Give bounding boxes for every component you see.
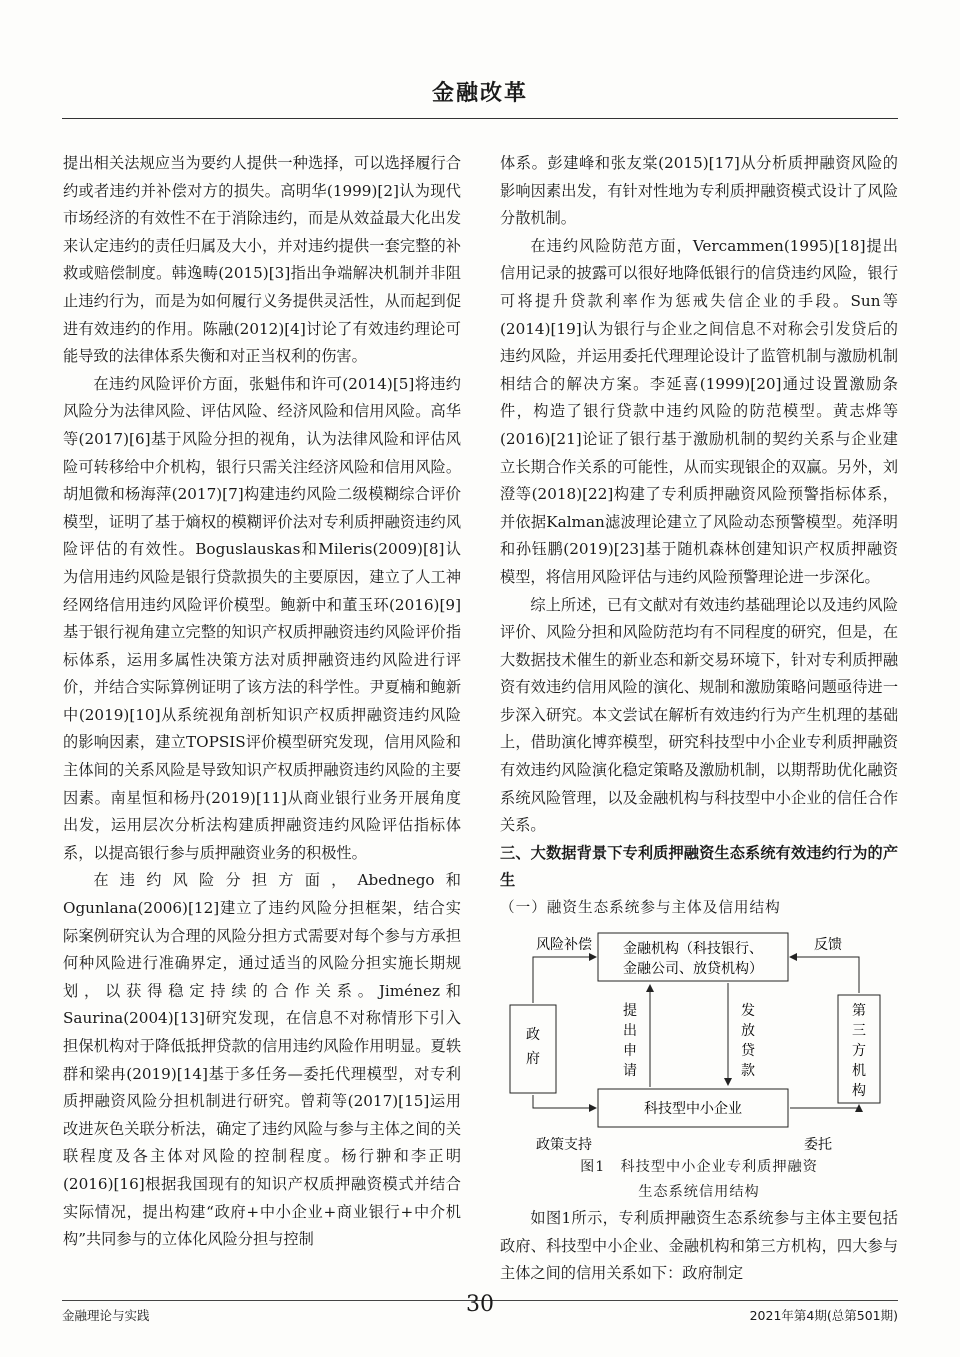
credit-structure-figure <box>500 927 898 1155</box>
sme-label: 科技型中小企业 <box>644 1101 742 1118</box>
third-party-char-3: 方 <box>852 1043 866 1060</box>
subsection-heading: （一）融资生态系统参与主体及信用结构 <box>500 899 781 917</box>
left-column-paragraph: 在违约风险评价方面，张魁伟和许可(2014)[5]将违约风险分为法律风险、评估风险、经济风险和信用风险。高华等(2017)[6]基于风险分担的视角，认为法律风险和评估风险可转移给中介机构，银行只需关注经济风险和信用风险。胡旭微和杨海萍(2017)[7]构建违约风险二级模糊综合评价模型，证明了基于熵权的模糊评价法对专利质押融资违约风险评估的有效性。Boguslauskas和Mileris(2009)[8]认为信用违约风险是银行贷款损失的主要原因，建立了人工神经网络信用违约风险评价模型。鲍新中和董玉环(2016)[9]基于银行视角建立完整的知识产权质押融资违约风险评价指标体系，运用多属性决策方法对质押融资违约风险进行评价，并结合实际算例证明了该方法的科学性。尹夏楠和鲍新中(2019)[10]从系统视角剖析知识产权质押融资违约风险的影响因素，建立TOPSIS评价模型研究发现，信用风险和主体间的关系风险是导致知识产权质押融资违约风险的主要因素。南星恒和杨丹(2019)[11]从商业银行业务开展角度出发，运用层次分析法构建质押融资违约风险评估指标体系，以提高银行参与质押融资业务的积极性。 <box>63 374 461 862</box>
policy-support-label: 政策支持 <box>536 1137 592 1154</box>
apply-char-3: 申 <box>623 1043 637 1060</box>
loan-char-1: 发 <box>741 1003 755 1020</box>
policy-support-arrow <box>533 1095 596 1108</box>
right-column-paragraph: 体系。彭建峰和张友棠(2015)[17]从分析质押融资风险的影响因素出发，有针对性地为专利质押融资模式设计了风险分散机制。 <box>500 154 898 228</box>
loan-char-4: 款 <box>741 1063 755 1080</box>
government-char-2: 府 <box>526 1051 540 1068</box>
feedback-label: 反馈 <box>814 937 842 954</box>
left-column-paragraph: 提出相关法规应当为要约人提供一种选择，可以选择履行合约或者违约并补偿对方的损失。高明华(1999)[2]认为现代市场经济的有效性不在于消除违约，而是从效益最大化出发来认定违约的责任归属及大小，并对违约提供一套完整的补救或赔偿制度。韩逸畴(2015)[3]指出争端解决机制并非阻止违约行为，而是为如何履行义务提供灵活性，从而起到促进有效违约的作用。陈融(2012)[4]讨论了有效违约理论可能导致的法律体系失衡和对正当权利的伤害。 <box>63 154 461 366</box>
loan-char-3: 贷 <box>741 1043 755 1060</box>
financial-institution-label-1: 金融机构（科技银行、 <box>623 941 763 958</box>
issue-info: 2021年第4期(总第501期) <box>749 1308 898 1323</box>
apply-char-4: 请 <box>623 1063 637 1080</box>
right-column <box>500 150 898 1288</box>
third-party-char-5: 构 <box>852 1083 866 1100</box>
entrust-arrow <box>790 1105 859 1108</box>
financial-institution-label-2: 金融公司、放贷机构） <box>623 961 763 978</box>
figure-diagram <box>500 927 898 1155</box>
risk-compensation-arrow <box>533 957 596 1003</box>
left-column <box>63 150 461 1254</box>
journal-name: 金融理论与实践 <box>62 1308 150 1323</box>
risk-compensation-label: 风险补偿 <box>536 937 592 954</box>
loan-char-2: 放 <box>741 1023 755 1040</box>
apply-char-2: 出 <box>623 1023 637 1040</box>
page-footer <box>62 1292 898 1330</box>
section-heading: 三、大数据背景下专利质押融资生态系统有效违约行为的产生 <box>500 843 898 890</box>
entrust-label: 委托 <box>804 1137 832 1154</box>
third-party-char-4: 机 <box>852 1063 866 1080</box>
third-party-char-1: 第 <box>852 1003 866 1020</box>
government-box <box>510 1005 556 1093</box>
right-column-top-text <box>500 150 898 840</box>
apply-char-1: 提 <box>623 1003 637 1020</box>
third-party-char-2: 三 <box>852 1023 866 1040</box>
left-column-paragraph: 在违约风险分担方面，Abednego和Ogunlana(2006)[12]建立了违约风险分担框架，结合实际案例研究认为合理的风险分担方式需要对每个参与方承担何种风险进行准确界定，通过适当的风险分担实施长期规划，以获得稳定持续的合作关系。Jiménez和Saurina(2004)[13]研究发现，在信息不对称情形下引入担保机构对于降低抵押贷款的信用违约风险作用明显。夏轶群和梁冉(2019)[14]基于多任务—委托代理模型，对专利质押融资风险分担机制进行研究。曾莉等(2017)[15]运用改进灰色关联分析法，确定了违约风险与参与主体之间的关联程度及各主体对风险的控制程度。杨行翀和李正明(2016)[16]根据我国现有的知识产权质押融资模式并结合实际情况，提出构建“政府+中小企业+商业银行+中介机构”共同参与的立体化风险分担与控制 <box>63 871 461 1249</box>
right-column-bottom-paragraph: 如图1所示，专利质押融资生态系统参与主体主要包括政府、科技型中小企业、金融机构和第三方机构，四大参与主体之间的信用关系如下：政府制定 <box>500 1209 898 1283</box>
government-char-1: 政 <box>526 1027 540 1044</box>
figure-caption-line-1: 图1 科技型中小企业专利质押融资 <box>580 1159 818 1176</box>
feedback-arrow <box>790 957 859 993</box>
page-number: 30 <box>466 1292 494 1317</box>
right-column-paragraph: 综上所述，已有文献对有效违约基础理论以及违约风险评价、风险分担和风险防范均有不同程度的研究，但是，在大数据技术催生的新业态和新交易环境下，针对专利质押融资有效违约信用风险的演化、规制和激励策略问题亟待进一步深入研究。本文尝试在解析有效违约行为产生机理的基础上，借助演化博弈模型，研究科技型中小企业专利质押融资有效违约风险演化稳定策略及激励机制，以期帮助优化融资系统风险管理，以及金融机构与科技型中小企业的信任合作关系。 <box>500 595 898 835</box>
running-header: 金融改革 <box>431 81 528 106</box>
header-rule <box>62 118 898 119</box>
right-column-paragraph: 在违约风险防范方面，Vercammen(1995)[18]提出信用记录的披露可以很好地降低银行的信贷违约风险，银行可将提升贷款利率作为惩戒失信企业的手段。Sun等(2014)[19]认为银行与企业之间信息不对称会引发贷后的违约风险，并运用委托代理理论设计了监管机制与激励机制相结合的解决方案。李延喜(1999)[20]通过设置激励条件，构造了银行贷款中违约风险的防范模型。黄志烨等(2016)[21]论证了银行基于激励机制的契约关系与企业建立长期合作关系的可能性，从而实现银企的双赢。另外，刘澄等(2018)[22]构建了专利质押融资风险预警指标体系，并依据Kalman滤波理论建立了风险动态预警模型。苑泽明和孙钰鹏(2019)[23]基于随机森林创建知识产权质押融资模型，将信用风险评估与违约风险预警理论进一步深化。 <box>500 236 898 586</box>
figure-caption-line-2: 生态系统信用结构 <box>638 1184 760 1201</box>
